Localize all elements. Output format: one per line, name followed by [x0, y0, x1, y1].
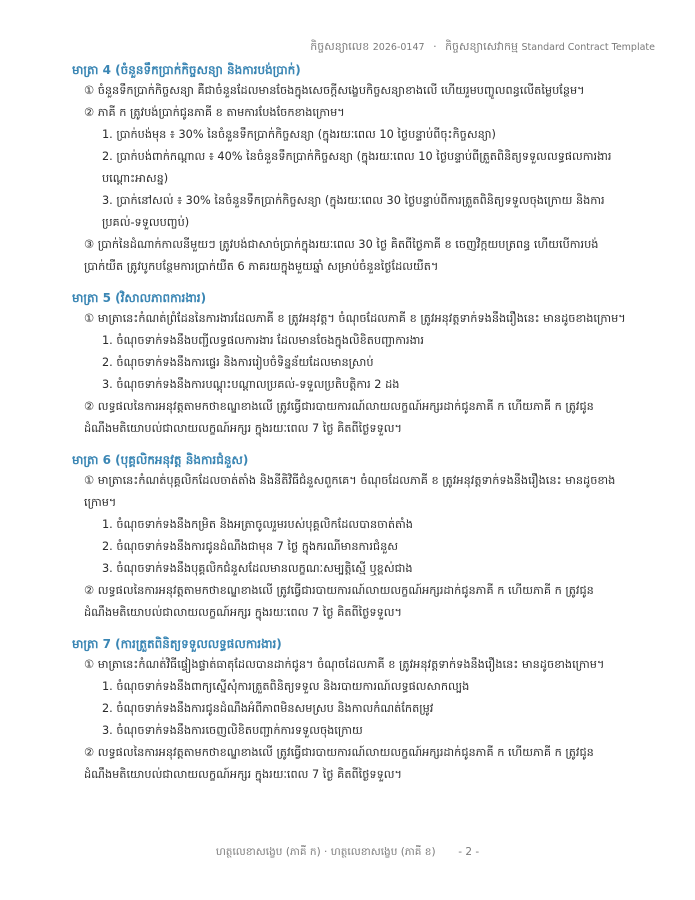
- numbered-list: [72, 514, 633, 580]
- clause-paragraph: ① មាត្រានេះកំណត់វិធីផ្ទៀងផ្ទាត់ធាតុដែលបានដាក់ជូន។ ចំណុចដែលភាគី ខ ត្រូវអនុវត្តទាក់ទងនឹងរឿងនេះ មានដូចខាងក្រោម។: [84, 658, 605, 671]
- article-heading: មាត្រា 7 (ការត្រួតពិនិត្យទទួលលទ្ធផលការងារ): [72, 637, 282, 651]
- clause-paragraph: ② លទ្ធផលនៃការអនុវត្តតាមកថាខណ្ឌខាងលើ ត្រូវធ្វើជារបាយការណ៍លាយលក្ខណ៍អក្សរដាក់ជូនភាគី ក ហើយភាគី ក ត្រូវជូនដំណឹងមតិយោបល់ជាលាយលក្ខណ៍អក្សរ ក្នុងរយៈពេល 7 ថ្ងៃ គិតពីថ្ងៃទទួល។: [84, 746, 594, 781]
- clause-paragraph: ③ ប្រាក់នៃដំណាក់កាលនីមួយៗ ត្រូវបង់ជាសាច់ប្រាក់ក្នុងរយៈពេល 30 ថ្ងៃ គិតពីថ្ងៃភាគី ខ ចេញវិក្កយបត្រពន្ធ ហើយបើការបង់ប្រាក់យឺត ត្រូវបូកបន្ថែមការប្រាក់យឺត 6 ភាគរយក្នុងមួយឆ្នាំ សម្រាប់ចំនួនថ្ងៃដែលយឺត។: [84, 238, 599, 273]
- list-item: 3. ប្រាក់នៅសល់ ៖ 30% នៃចំនួនទឹកប្រាក់កិច្ចសន្យា (ក្នុងរយៈពេល 30 ថ្ងៃបន្ទាប់ពីការត្រួតពិនិត្យទទួលចុងក្រោយ និងការប្រគល់-ទទួលបញ្ចប់): [102, 194, 605, 229]
- contract-number: 2026-0147: [372, 42, 425, 53]
- article-heading: មាត្រា 5 (វិសាលភាពការងារ): [72, 291, 207, 305]
- article-heading: មាត្រា 4 (ចំនួនទឹកប្រាក់កិច្ចសន្យា និងការបង់ប្រាក់): [72, 63, 301, 77]
- list-item: 2. ចំណុចទាក់ទងនឹងការជូនដំណឹងអំពីភាពមិនសមស្រប និងកាលកំណត់កែតម្រូវ: [102, 702, 434, 715]
- list-item: 2. ចំណុចទាក់ទងនឹងការជូនដំណឹងជាមុន 7 ថ្ងៃ ក្នុងករណីមានការជំនួស: [102, 540, 398, 553]
- article-section: [72, 288, 633, 440]
- article-section: [72, 60, 633, 278]
- clause-paragraph: ① មាត្រានេះកំណត់បុគ្គលិកដែលចាត់តាំង និងនីតិវិធីជំនួសពួកគេ។ ចំណុចដែលភាគី ខ ត្រូវអនុវត្តទាក់ទងនឹងរឿងនេះ មានដូចខាងក្រោម។: [84, 474, 616, 509]
- list-item: 3. ចំណុចទាក់ទងនឹងការបណ្ដុះបណ្ដាលប្រគល់-ទទួលប្រតិបត្តិការ 2 ដង: [102, 378, 400, 391]
- list-item: 1. ប្រាក់បង់មុន ៖ 30% នៃចំនួនទឹកប្រាក់កិច្ចសន្យា (ក្នុងរយៈពេល 10 ថ្ងៃបន្ទាប់ពីចុះកិច្ចសន្យា): [102, 128, 496, 141]
- header-separator: ·: [433, 40, 437, 53]
- party-b-label: (ភាគី ខ): [400, 846, 436, 858]
- clause-paragraph: ① ចំនួនទឹកប្រាក់កិច្ចសន្យា គឺជាចំនួនដែលមានចែងក្នុងសេចក្ដីសង្ខេបកិច្ចសន្យាខាងលើ ហើយរួមបញ្ចូលពន្ធលើតម្លៃបន្ថែម។: [84, 84, 585, 97]
- clause-paragraph: ① មាត្រានេះកំណត់ព្រំដែននៃការងារដែលភាគី ខ ត្រូវអនុវត្ត។ ចំណុចដែលភាគី ខ ត្រូវអនុវត្តទាក់ទងនឹងរឿងនេះ មានដូចខាងក្រោម។: [84, 312, 626, 325]
- initials-label-a: ហត្ថលេខាសង្ខេប: [215, 846, 283, 858]
- list-item: 2. ប្រាក់បង់ពាក់កណ្ដាល ៖ 40% នៃចំនួនទឹកប្រាក់កិច្ចសន្យា (ក្នុងរយៈពេល 10 ថ្ងៃបន្ទាប់ពីត្រួតពិនិត្យទទួលលទ្ធផលការងារបណ្ដោះអាសន្ន): [102, 150, 612, 185]
- contract-number-label: កិច្ចសន្យាលេខ: [310, 40, 370, 53]
- article-section: [72, 634, 633, 786]
- list-item: 3. ចំណុចទាក់ទងនឹងការចេញលិខិតបញ្ជាក់ការទទួលចុងក្រោយ: [102, 724, 363, 737]
- document-body: [72, 60, 633, 796]
- party-a-label: (ភាគី ក): [285, 846, 321, 858]
- footer-separator: ·: [324, 846, 328, 858]
- list-item: 1. ចំណុចទាក់ទងនឹងកម្រិត និងអត្រាចូលរួមរបស់បុគ្គលិកដែលបានចាត់តាំង: [102, 518, 413, 531]
- page-footer: [0, 846, 695, 861]
- list-item: 1. ចំណុចទាក់ទងនឹងបញ្ជីលទ្ធផលការងារ ដែលមានចែងក្នុងលិខិតបញ្ជាការងារ: [102, 334, 424, 347]
- page-header: [310, 40, 655, 56]
- document-title: កិច្ចសន្យាសេវាកម្ម: [445, 40, 519, 53]
- list-item: 3. ចំណុចទាក់ទងនឹងបុគ្គលិកជំនួសដែលមានលក្ខណៈសម្បត្តិស្មើ ឬខ្ពស់ជាង: [102, 562, 413, 575]
- clause-paragraph: ② លទ្ធផលនៃការអនុវត្តតាមកថាខណ្ឌខាងលើ ត្រូវធ្វើជារបាយការណ៍លាយលក្ខណ៍អក្សរដាក់ជូនភាគី ក ហើយភាគី ក ត្រូវជូនដំណឹងមតិយោបល់ជាលាយលក្ខណ៍អក្សរ ក្នុងរយៈពេល 7 ថ្ងៃ គិតពីថ្ងៃទទួល។: [84, 584, 594, 619]
- article-section: [72, 450, 633, 624]
- numbered-list: [72, 330, 633, 396]
- document-title-en: Standard Contract Template: [521, 42, 655, 53]
- list-item: 1. ចំណុចទាក់ទងនឹងពាក្យស្នើសុំការត្រួតពិនិត្យទទួល និងរបាយការណ៍លទ្ធផលសាកល្បង: [102, 680, 470, 693]
- numbered-list: [72, 124, 633, 234]
- list-item: 2. ចំណុចទាក់ទងនឹងការផ្ទេរ និងការរៀបចំទិន្នន័យដែលមានស្រាប់: [102, 356, 374, 369]
- article-heading: មាត្រា 6 (បុគ្គលិកអនុវត្ត និងការជំនួស): [72, 453, 249, 467]
- page-number: - 2 -: [458, 846, 480, 858]
- numbered-list: [72, 676, 633, 742]
- initials-label-b: ហត្ថលេខាសង្ខេប: [330, 846, 398, 858]
- clause-paragraph: ② លទ្ធផលនៃការអនុវត្តតាមកថាខណ្ឌខាងលើ ត្រូវធ្វើជារបាយការណ៍លាយលក្ខណ៍អក្សរដាក់ជូនភាគី ក ហើយភាគី ក ត្រូវជូនដំណឹងមតិយោបល់ជាលាយលក្ខណ៍អក្សរ ក្នុងរយៈពេល 7 ថ្ងៃ គិតពីថ្ងៃទទួល។: [84, 400, 594, 435]
- clause-paragraph: ② ភាគី ក ត្រូវបង់ប្រាក់ជូនភាគី ខ តាមការបែងចែកខាងក្រោម។: [84, 106, 345, 119]
